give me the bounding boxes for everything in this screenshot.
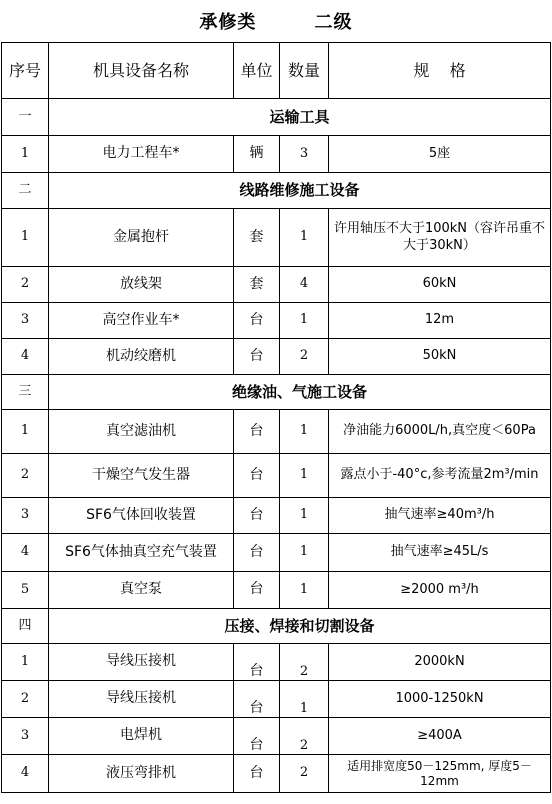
row-unit: 台 [234,718,280,755]
row-seq: 3 [2,498,49,534]
equipment-table [1,42,551,793]
row-qty: 1 [280,209,329,267]
header-unit: 单位 [234,43,280,99]
row-qty: 1 [280,681,329,718]
row-spec: 60kN [329,267,551,303]
row-spec: ≥2000 m³/h [329,572,551,609]
row-name: 干燥空气发生器 [49,454,234,498]
table-row [2,267,551,303]
table-row [2,572,551,609]
row-seq: 1 [2,410,49,454]
row-spec: 1000-1250kN [329,681,551,718]
table-row [2,136,551,173]
row-name: SF6气体抽真空充气装置 [49,534,234,572]
row-qty: 3 [280,136,329,173]
row-unit: 台 [234,454,280,498]
row-qty: 1 [280,498,329,534]
row-name: 高空作业车* [49,303,234,339]
row-spec: 净油能力6000L/h,真空度＜60Pa [329,410,551,454]
header-seq: 序号 [2,43,49,99]
row-name: 液压弯排机 [49,755,234,793]
section-title: 绝缘油、气施工设备 [49,375,551,410]
row-name: 电焊机 [49,718,234,755]
table-row [2,718,551,755]
row-spec: 抽气速率≥40m³/h [329,498,551,534]
row-unit: 台 [234,498,280,534]
row-unit: 台 [234,534,280,572]
row-qty: 1 [280,454,329,498]
row-seq: 2 [2,267,49,303]
section-title: 压接、焊接和切割设备 [49,609,551,644]
header-name: 机具设备名称 [49,43,234,99]
row-seq: 4 [2,534,49,572]
row-unit: 台 [234,755,280,793]
section-number: 三 [2,375,49,410]
row-name: 真空泵 [49,572,234,609]
row-seq: 2 [2,454,49,498]
row-qty: 2 [280,339,329,375]
row-spec: 许用轴压不大于100kN（容许吊重不大于30kN） [329,209,551,267]
row-unit: 辆 [234,136,280,173]
row-unit: 台 [234,681,280,718]
table-row [2,644,551,681]
section-row [2,173,551,209]
table-row [2,303,551,339]
row-name: 机动绞磨机 [49,339,234,375]
row-spec: 2000kN [329,644,551,681]
row-name: 金属抱杆 [49,209,234,267]
row-seq: 4 [2,755,49,793]
section-row [2,609,551,644]
row-seq: 4 [2,339,49,375]
row-name: 真空滤油机 [49,410,234,454]
row-qty: 1 [280,572,329,609]
row-spec: 5座 [329,136,551,173]
row-unit: 台 [234,410,280,454]
row-unit: 台 [234,572,280,609]
row-seq: 5 [2,572,49,609]
table-row [2,410,551,454]
header-spec: 规 格 [329,43,551,99]
row-name: 导线压接机 [49,644,234,681]
row-qty: 1 [280,534,329,572]
row-qty: 1 [280,410,329,454]
header-qty: 数量 [280,43,329,99]
table-row [2,454,551,498]
section-title: 线路维修施工设备 [49,173,551,209]
row-spec: 50kN [329,339,551,375]
row-unit: 套 [234,209,280,267]
table-row [2,755,551,793]
section-row [2,375,551,410]
table-row [2,498,551,534]
table-title: 承修类 二级 [199,12,353,33]
row-spec: 适用排宽度50－125mm, 厚度5－12mm [329,755,551,793]
row-qty: 1 [280,303,329,339]
section-title: 运输工具 [49,99,551,136]
section-row [2,99,551,136]
row-qty: 2 [280,718,329,755]
row-spec: 抽气速率≥45L/s [329,534,551,572]
row-spec: 12m [329,303,551,339]
row-name: 导线压接机 [49,681,234,718]
row-seq: 1 [2,209,49,267]
row-spec: 露点小于-40°c,参考流量2m³/min [329,454,551,498]
section-number: 四 [2,609,49,644]
header-row [2,43,551,99]
row-qty: 4 [280,267,329,303]
row-qty: 2 [280,755,329,793]
row-seq: 1 [2,644,49,681]
row-name: 放线架 [49,267,234,303]
row-unit: 套 [234,267,280,303]
table-row [2,339,551,375]
table-row [2,681,551,718]
row-seq: 2 [2,681,49,718]
row-name: SF6气体回收装置 [49,498,234,534]
row-name: 电力工程车* [49,136,234,173]
row-spec: ≥400A [329,718,551,755]
row-unit: 台 [234,339,280,375]
table-row [2,534,551,572]
row-seq: 1 [2,136,49,173]
table-row [2,209,551,267]
row-seq: 3 [2,303,49,339]
row-qty: 2 [280,644,329,681]
section-number: 一 [2,99,49,136]
row-unit: 台 [234,303,280,339]
row-unit: 台 [234,644,280,681]
row-seq: 3 [2,718,49,755]
section-number: 二 [2,173,49,209]
